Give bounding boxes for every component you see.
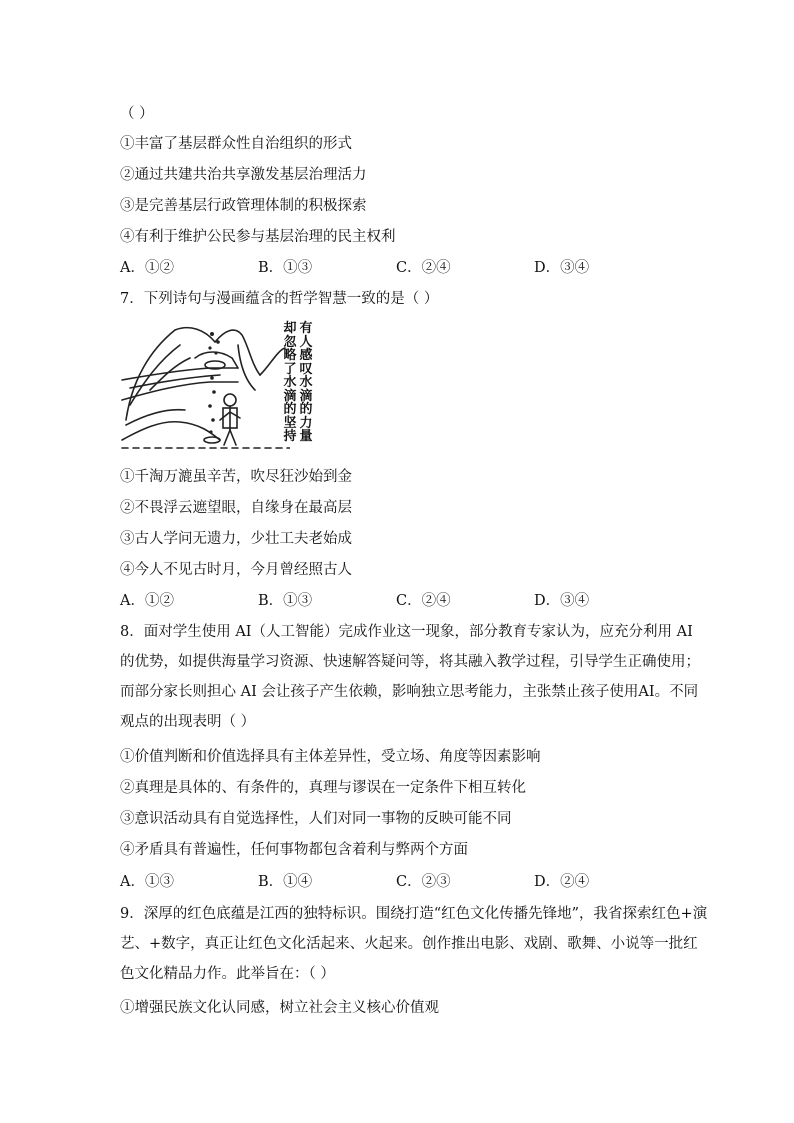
q8-item-4: ④矛盾具有普遍性，任何事物都包含着利与弊两个方面 <box>120 842 468 858</box>
q8-item-1: ①价值判断和价值选择具有主体差异性，受立场、角度等因素影响 <box>120 749 541 765</box>
q8-option-d[interactable]: D．②④ <box>534 874 590 890</box>
q7-item-4: ④今人不见古时月，今月曾经照古人 <box>120 562 352 578</box>
q6-option-b[interactable]: B．①③ <box>258 260 313 276</box>
q8-item-3: ③意识活动具有自觉选择性，人们对同一事物的反映可能不同 <box>120 811 512 827</box>
q9-stem-line-3: 色文化精品力作。此举旨在：（ ） <box>120 966 335 982</box>
q9-stem-line-2: 艺、+数字，真正让红色文化活起来、火起来。创作推出电影、戏剧、歌舞、小说等一批红 <box>120 936 698 952</box>
q7-stem: 7．下列诗句与漫画蕴含的哲学智慧一致的是（ ） <box>120 291 439 307</box>
cartoon-drawing <box>120 320 290 455</box>
q9-item-1: ①增强民族文化认同感，树立社会主义核心价值观 <box>120 1000 439 1016</box>
q7-option-c[interactable]: C．②④ <box>396 593 451 609</box>
q8-options <box>120 872 620 892</box>
q7-options <box>120 591 620 611</box>
q6-item-1: ①丰富了基层群众性自治组织的形式 <box>120 136 352 152</box>
q8-item-2: ②真理是具体的、有条件的，真理与谬误在一定条件下相互转化 <box>120 780 526 796</box>
q8-stem-line-3: 而部分家长则担心 AI 会让孩子产生依赖，影响独立思考能力，主张禁止孩子使用AI。不同 <box>120 684 699 700</box>
q8-option-c[interactable]: C．②③ <box>396 874 451 890</box>
q6-option-d[interactable]: D．③④ <box>534 260 590 276</box>
q8-option-a[interactable]: A．①③ <box>120 874 174 890</box>
q7-item-3: ③古人学问无遗力，少壮工夫老始成 <box>120 531 352 547</box>
q8-stem-line-1: 8．面对学生使用 AI（人工智能）完成作业这一现象，部分教育专家认为，应充分利用 AI <box>120 624 693 640</box>
water-drop-cartoon <box>120 320 330 455</box>
q6-option-c[interactable]: C．②④ <box>396 260 451 276</box>
q6-item-3: ③是完善基层行政管理体制的积极探索 <box>120 198 367 214</box>
q8-option-b[interactable]: B．①④ <box>258 874 313 890</box>
q7-option-d[interactable]: D．③④ <box>534 593 590 609</box>
q6-option-a[interactable]: A．①② <box>120 260 174 276</box>
cartoon-caption-left: 却忽略了水滴的坚持 <box>283 321 297 444</box>
q6-options <box>120 258 620 278</box>
q7-option-a[interactable]: A．①② <box>120 593 174 609</box>
q6-answer-bracket: （ ） <box>120 106 154 122</box>
q7-item-2: ②不畏浮云遮望眼，自缘身在最高层 <box>120 500 352 516</box>
q6-item-2: ②通过共建共治共享激发基层治理活力 <box>120 167 367 183</box>
q7-option-b[interactable]: B．①③ <box>258 593 313 609</box>
q7-item-1: ①千淘万漉虽辛苦，吹尽狂沙始到金 <box>120 469 352 485</box>
cartoon-caption-right: 有人感叹水滴的力量 <box>299 321 313 444</box>
q8-stem-line-4: 观点的出现表明（ ） <box>120 714 256 730</box>
q6-item-4: ④有利于维护公民参与基层治理的民主权利 <box>120 229 396 245</box>
q9-stem-line-1: 9．深厚的红色底蕴是江西的独特标识。围绕打造“红色文化传播先锋地”，我省探索红色+演 <box>120 906 708 922</box>
q8-stem-line-2: 的优势，如提供海量学习资源、快速解答疑问等，将其融入教学过程，引导学生正确使用； <box>120 654 700 670</box>
